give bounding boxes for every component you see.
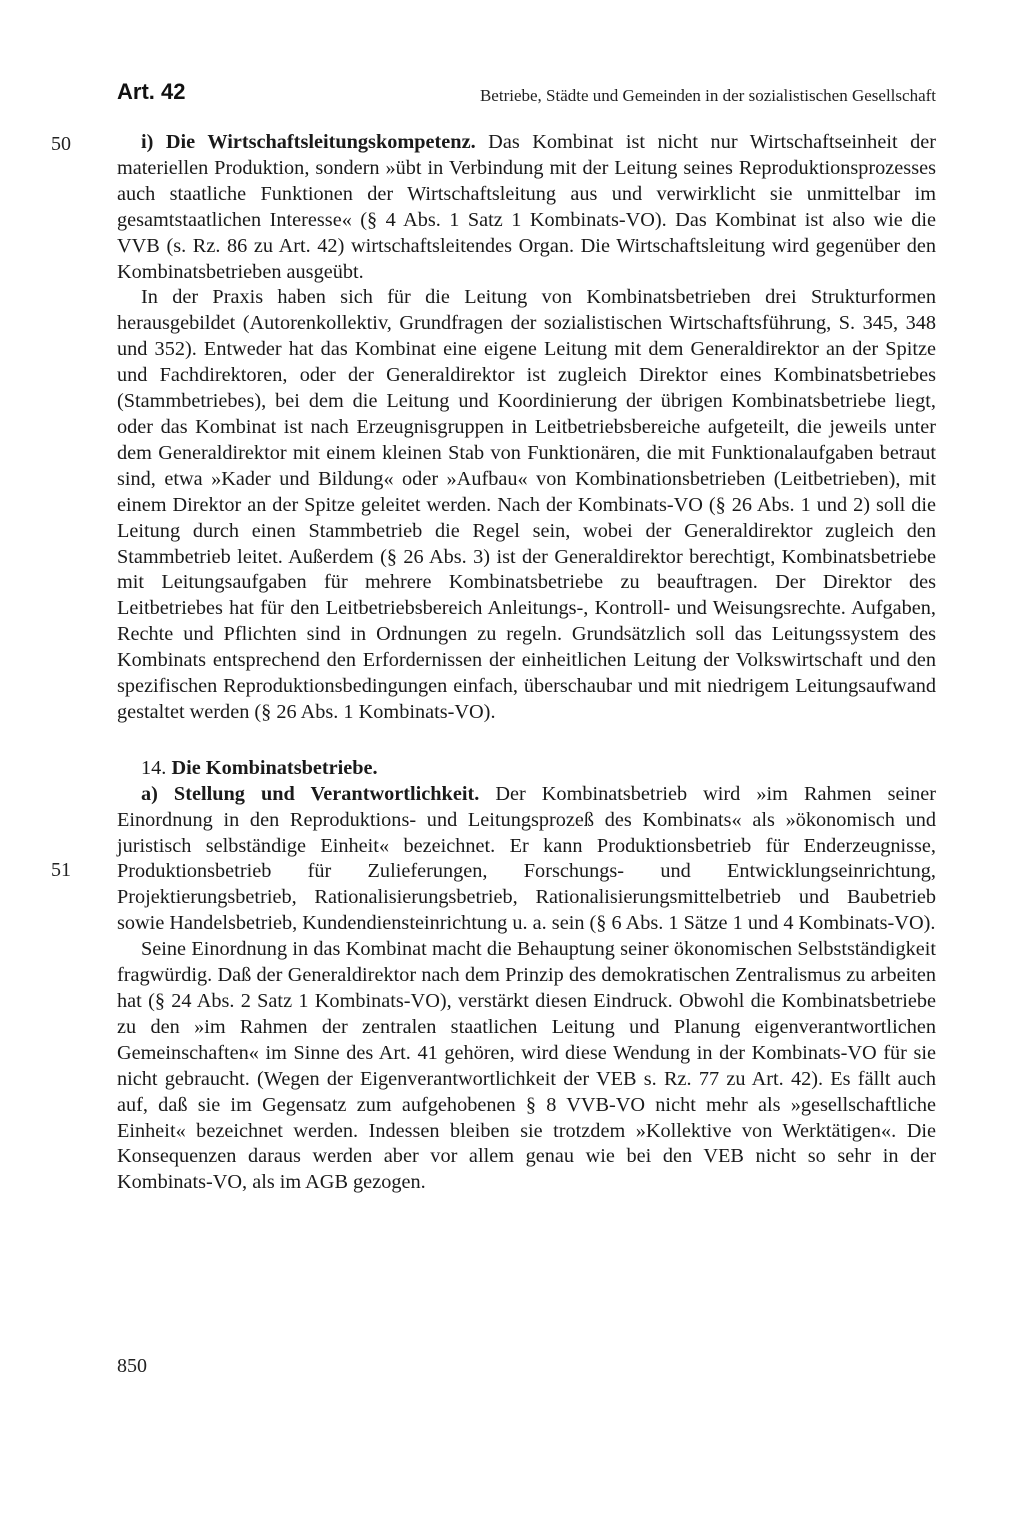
paragraph-heading: i) Die Wirtschaftsleitungskompetenz. bbox=[141, 131, 476, 153]
paragraph-50-continued: In der Praxis haben sich für die Leitung von Kombinatsbetrieben drei Strukturformen herausgebildet (Autorenkollektiv, Grundfragen der sozialistischen Wirtschaftsführung, S. 345, 348 und 352). Entweder hat das Kombinat eine eigene Leitung mit dem Generaldirektor an der Spitze und Fachdirektoren, oder der Generaldirektor ist zugleich Direktor eines Kombinatsbetriebes (Stammbetriebes), bei dem die Leitung und Koordinierung der übrigen Kombinatsbetriebe liegt, oder das Kombinat ist nach Erzeugnisgruppen in Leitbetriebsbereiche aufgeteilt, die jeweils unter dem Generaldirektor mit einem kleinen Stab von Funktionären, die mit Funktionalaufgaben betraut sind, etwa »Kader und Bildung« oder »Aufbau« von Kombinationsbetrieben (Leitbetrieben), mit einem Direktor an der Spitze geleitet werden. Nach der Kombinats-VO (§ 26 Abs. 1 und 2) soll die Leitung durch einen Stammbetrieb die Regel sein, wobei der Generaldirektor zugleich den Stammbetrieb leitet. Außerdem (§ 26 Abs. 3) ist der Generaldirektor berechtigt, Kombinatsbetriebe mit Leitungsaufgaben für mehrere Kombinatsbetriebe zu beauftragen. Der Direktor des Leitbetriebes hat für den Leitbetriebsbereich Anleitungs-, Kontroll- und Weisungsrechte. Aufgaben, Rechte und Pflichten sind in Ordnungen zu regeln. Grundsätzlich soll das Leitungssystem des Kombinats entsprechend den Erfordernissen der einheitlichen Leitung der Volkswirtschaft und den spezifischen Reproduktionsbedingungen einfach, überschaubar und mit niedrigem Leitungsaufwand gestaltet werden (§ 26 Abs. 1 Kombinats-VO). bbox=[117, 286, 936, 723]
margin-number-51: 51 bbox=[51, 859, 71, 881]
page-number: 850 bbox=[117, 1355, 147, 1377]
section-title: Die Kombinatsbetriebe. bbox=[171, 756, 378, 779]
paragraph-text: Das Kombinat ist nicht nur Wirtschaftseinheit der materiellen Produktion, sondern »übt in Verbindung mit der Leitung seines Reproduktionsprozesses auch staatliche Funktionen der Wirtschaftsleitung aus und verwirklicht sie unmittelbar im gesamtstaatlichen Interesse« (§ 4 Abs. 1 Satz 1 Kombinats-VO). Das Kombinat ist also wie die VVB (s. Rz. 86 zu Art. 42) wirtschaftsleitendes Organ. Die Wirtschaftsleitung wird gegenüber den Kombinatsbetrieben ausgeübt. bbox=[117, 131, 936, 283]
margin-number-50: 50 bbox=[51, 133, 71, 155]
paragraph-51 bbox=[117, 782, 936, 937]
paragraph-51-continued: Seine Einordnung in das Kombinat macht die Behauptung seiner ökonomischen Selbstständigkeit fragwürdig. Daß der Generaldirektor nach dem Prinzip des demokratischen Zentralismus zu arbeiten hat (§ 24 Abs. 2 Satz 1 Kombinats-VO), verstärkt diesen Eindruck. Obwohl die Kombinatsbetriebe zu den »im Rahmen der zentralen staatlichen Leitung und Planung eigenverantwortlichen Gemeinschaften« im Sinne des Art. 41 gehören, wird diese Wendung in der Kombinats-VO für sie nicht gebraucht. (Wegen der Eigenverantwortlichkeit der VEB s. Rz. 77 zu Art. 42). Es fällt auch auf, daß sie im Gegensatz zum aufgehobenen § 8 VVB-VO nicht mehr als »gesellschaftliche Einheit« bezeichnet werden. Indessen bleiben sie trotzdem »Kollektive von Werktätigen«. Die Konsequenzen daraus werden aber vor allem genau wie bei den VEB nicht so sehr in der Kombinats-VO, als im AGB gezogen. bbox=[117, 938, 936, 1194]
page-body bbox=[117, 130, 936, 1196]
paragraph-50 bbox=[117, 130, 936, 285]
section-number: 14. bbox=[141, 756, 167, 779]
article-label: Art. 42 bbox=[117, 79, 186, 104]
running-title: Betriebe, Städte und Gemeinden in der sozialistischen Gesellschaft bbox=[479, 86, 936, 105]
section-heading-14 bbox=[117, 756, 936, 782]
paragraph-text: Der Kombinatsbetrieb wird »im Rahmen seiner Einordnung in den Reproduktions- und Leitungsprozeß des Kombinats« als »ökonomisch und juristisch selbständige Einheit« bezeichnet. Er kann Produktionsbetrieb für Enderzeugnisse, Produktionsbetrieb für Zulieferungen, Forschungs- und Entwicklungseinrichtung, Projektierungsbetrieb, Rationalisierungsbetrieb, Rationalisierungsmittelbetrieb und Baubetrieb sowie Handelsbetrieb, Kundendiensteinrichtung u. a. sein (§ 6 Abs. 1 Sätze 1 und 4 Kombinats-VO). bbox=[117, 782, 936, 935]
paragraph-heading: a) Stellung und Verantwortlichkeit. bbox=[141, 782, 480, 805]
